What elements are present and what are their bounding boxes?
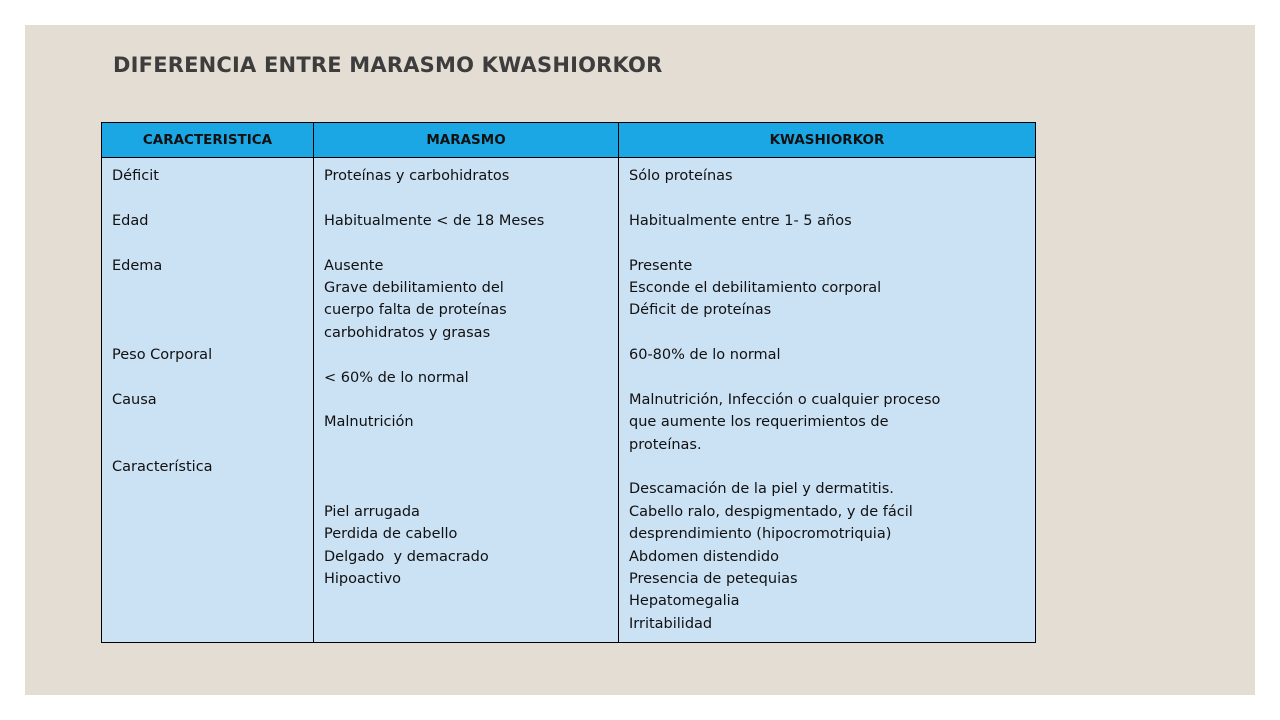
table-header-row (102, 123, 1036, 158)
cell-line: Descamación de la piel y dermatitis. (629, 481, 894, 498)
cell-line (629, 456, 1027, 478)
cell-line (112, 367, 305, 389)
cell-line: < 60% de lo normal (324, 369, 469, 386)
header-marasmo: MARASMO (314, 123, 619, 158)
header-kwashiorkor: KWASHIORKOR (619, 123, 1036, 158)
cell-line (629, 367, 1027, 389)
slide-title: DIFERENCIA ENTRE MARASMO KWASHIORKOR (113, 53, 663, 77)
cell-line (629, 232, 1027, 254)
cell-line (324, 232, 610, 254)
cell-line: Déficit (112, 168, 159, 184)
cell-line: Grave debilitamiento del (324, 279, 504, 296)
column-marasmo (314, 158, 619, 643)
cell-line: Abdomen distendido (629, 548, 779, 565)
cell-line (112, 232, 305, 254)
cell-line: Piel arrugada (324, 503, 420, 520)
cell-line: Habitualmente < de 18 Meses (324, 212, 545, 229)
cell-line (324, 478, 610, 500)
cell-line: Cabello ralo, despigmentado, y de fácil (629, 503, 913, 520)
cell-line: Proteínas y carbohidratos (324, 168, 510, 184)
cell-line (112, 187, 305, 209)
cell-line: Presencia de petequias (629, 571, 798, 588)
cell-line: Hepatomegalia (629, 593, 740, 610)
cell-line: Causa (112, 391, 157, 408)
column-kwashiorkor (619, 158, 1036, 643)
cell-line: Malnutrición (324, 414, 414, 431)
cell-line (112, 411, 305, 433)
cell-line (112, 277, 305, 299)
cell-line: Habitualmente entre 1- 5 años (629, 212, 852, 229)
cell-line (112, 299, 305, 321)
column-caracteristica (102, 158, 314, 643)
header-caracteristica: CARACTERISTICA (102, 123, 314, 158)
cell-line: Delgado y demacrado (324, 548, 489, 565)
cell-line: cuerpo falta de proteínas (324, 302, 507, 319)
cell-line: Irritabilidad (629, 615, 713, 632)
cell-line: Hipoactivo (324, 571, 402, 588)
cell-line: que aumente los requerimientos de (629, 414, 889, 431)
cell-line (324, 456, 610, 478)
cell-line (324, 434, 610, 456)
cell-line: Edad (112, 212, 149, 229)
cell-line: Presente (629, 257, 693, 274)
comparison-table (101, 122, 1036, 643)
cell-line: Edema (112, 257, 163, 274)
cell-line: Peso Corporal (112, 347, 213, 364)
cell-line: Esconde el debilitamiento corporal (629, 279, 882, 296)
cell-line: Déficit de proteínas (629, 302, 772, 319)
cell-line (324, 187, 610, 209)
cell-line: carbohidratos y grasas (324, 324, 491, 341)
cell-line (112, 322, 305, 344)
cell-line: 60-80% de lo normal (629, 347, 781, 364)
cell-line (324, 389, 610, 411)
cell-line: proteínas. (629, 436, 702, 453)
cell-line (629, 187, 1027, 209)
cell-line: Característica (112, 459, 213, 476)
cell-line (324, 344, 610, 366)
cell-line: Malnutrición, Infección o cualquier proceso (629, 391, 941, 408)
cell-line (112, 434, 305, 456)
cell-line: Perdida de cabello (324, 526, 458, 543)
cell-line (629, 322, 1027, 344)
table-row (102, 158, 1036, 643)
cell-line: desprendimiento (hipocromotriquia) (629, 526, 892, 543)
cell-line: Sólo proteínas (629, 168, 733, 184)
cell-line: Ausente (324, 257, 384, 274)
